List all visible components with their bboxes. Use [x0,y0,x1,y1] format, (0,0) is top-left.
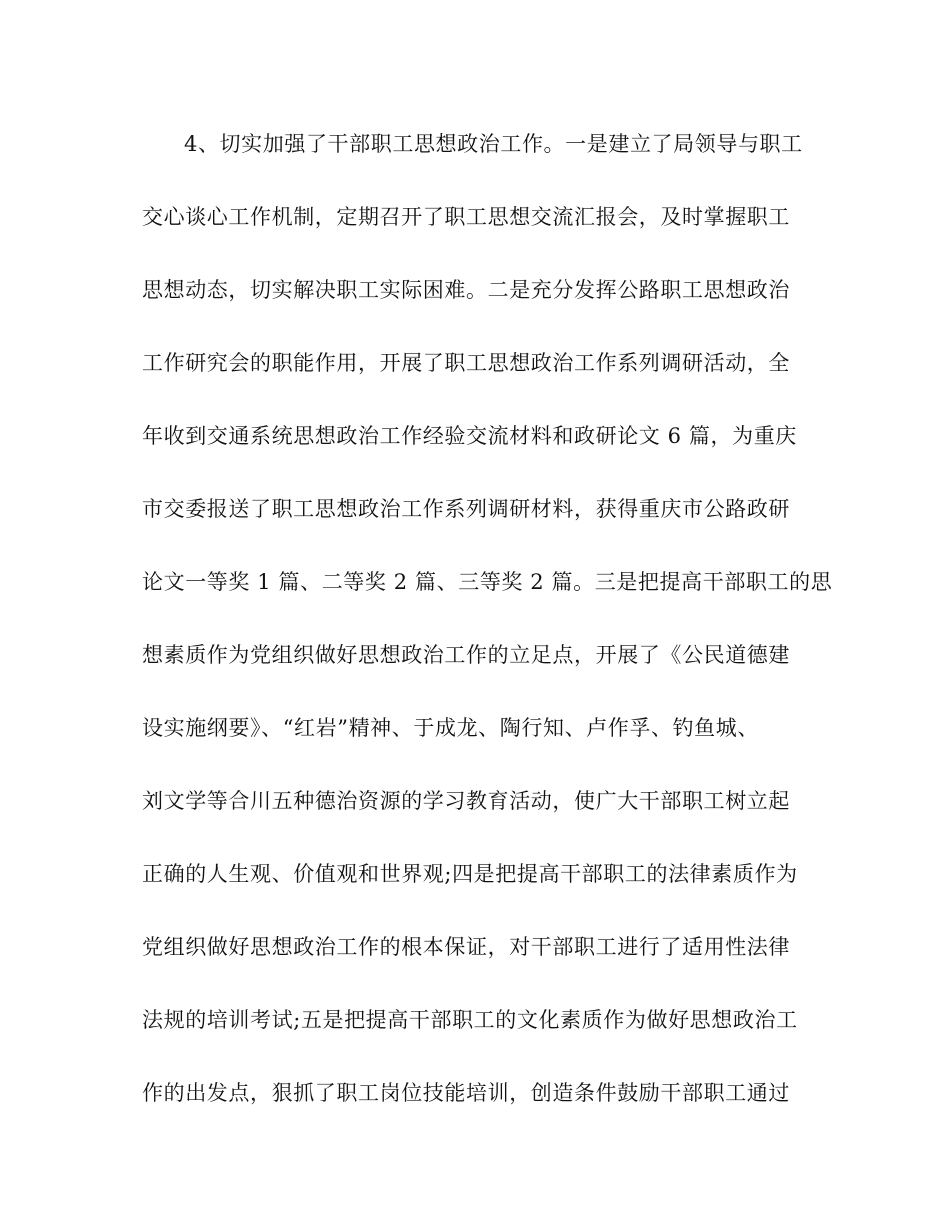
paragraph-line: 论文一等奖 1 篇、二等奖 2 篇、三等奖 2 篇。三是把提高干部职工的思 [142,570,833,594]
paragraph-line: 刘文学等合川五种德治资源的学习教育活动，使广大干部职工树立起 [142,789,790,813]
paragraph-line: 4、切实加强了干部职工思想政治工作。一是建立了局领导与职工 [184,132,803,156]
paragraph-line: 法规的培训考试;五是把提高干部职工的文化素质作为做好思想政治工 [142,1008,798,1032]
paragraph-line: 设实施纲要》、“红岩”精神、于成龙、陶行知、卢作孚、钓鱼城、 [142,716,759,740]
paragraph-line: 工作研究会的职能作用，开展了职工思想政治工作系列调研活动，全 [142,351,790,375]
paragraph-line: 党组织做好思想政治工作的根本保证，对干部职工进行了适用性法律 [142,935,790,959]
paragraph-line: 想素质作为党组织做好思想政治工作的立足点，开展了《公民道德建 [142,643,790,667]
paragraph-line: 作的出发点，狠抓了职工岗位技能培训，创造条件鼓励干部职工通过 [142,1081,790,1105]
paragraph-line: 市交委报送了职工思想政治工作系列调研材料，获得重庆市公路政研 [142,497,790,521]
paragraph-line: 思想动态，切实解决职工实际困难。二是充分发挥公路职工思想政治 [142,278,790,302]
paragraph-line: 正确的人生观、价值观和世界观;四是把提高干部职工的法律素质作为 [142,862,798,886]
paragraph-line: 交心谈心工作机制，定期召开了职工思想交流汇报会，及时掌握职工 [142,205,790,229]
body-paragraph [142,126,833,1148]
paragraph-line: 年收到交通系统思想政治工作经验交流材料和政研论文 6 篇，为重庆 [142,424,797,448]
